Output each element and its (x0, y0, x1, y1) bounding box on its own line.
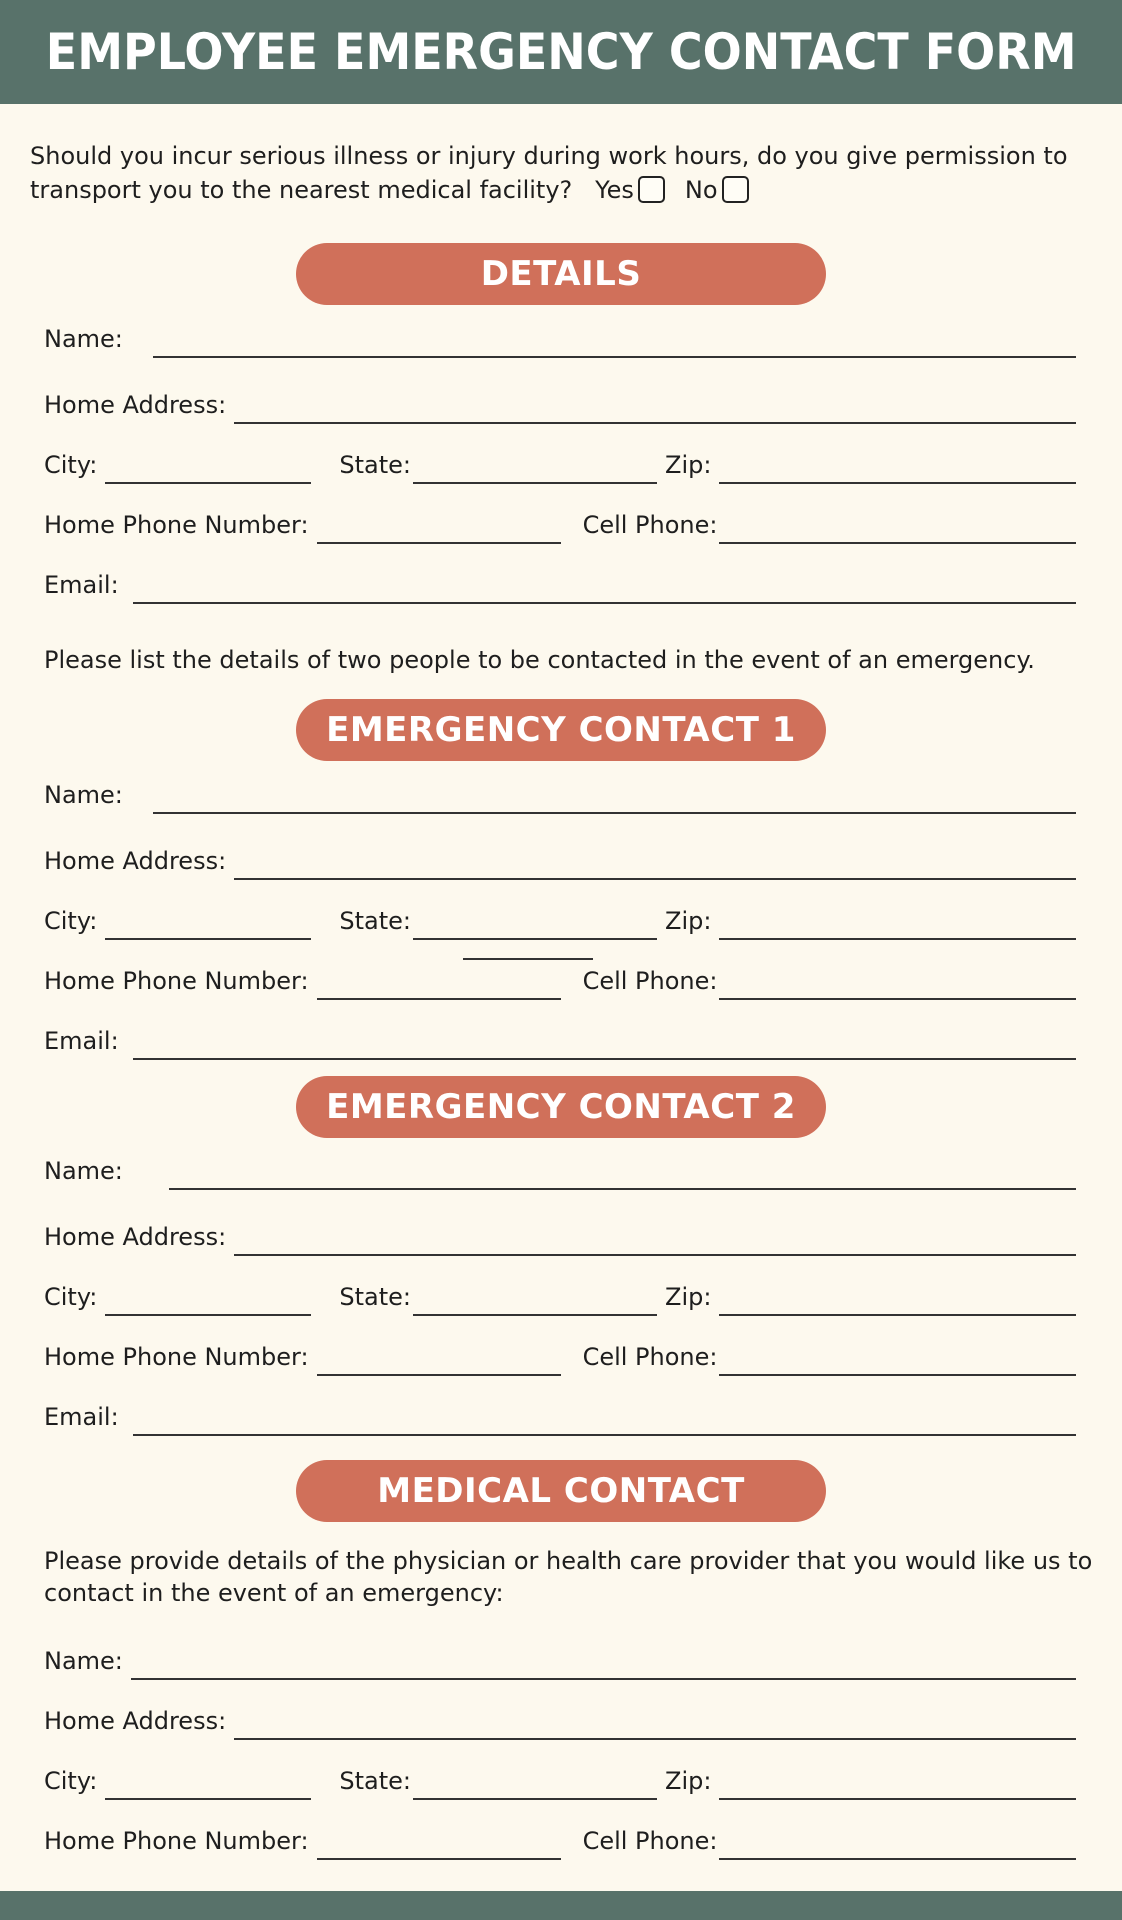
name-label: Name: (44, 1157, 123, 1185)
contact1-home-phone-field[interactable] (317, 970, 561, 1000)
medical-name-field[interactable] (131, 1650, 1076, 1680)
medical-name-row (44, 1640, 1076, 1680)
details-address-field[interactable] (234, 394, 1076, 424)
medical-phone-row (44, 1820, 1076, 1860)
section-contact1-heading: EMERGENCY CONTACT 1 (296, 699, 826, 761)
contact2-city-row (44, 1276, 1076, 1316)
contact1-city-field[interactable] (105, 910, 311, 940)
contact1-name-field[interactable] (153, 784, 1076, 814)
contact1-name-row (44, 774, 1076, 814)
section-details-heading: DETAILS (296, 243, 826, 305)
contact1-address-field[interactable] (234, 850, 1076, 880)
home-address-label: Home Address: (44, 1223, 227, 1251)
home-address-label: Home Address: (44, 1707, 227, 1735)
details-name-field[interactable] (153, 328, 1076, 358)
cell-phone-label: Cell Phone: (582, 511, 718, 539)
home-phone-label: Home Phone Number: (44, 1343, 309, 1371)
medical-state-field[interactable] (413, 1770, 657, 1800)
section-contact2-heading: EMERGENCY CONTACT 2 (296, 1076, 826, 1138)
medical-cell-phone-field[interactable] (719, 1830, 1076, 1860)
section-medical-heading: MEDICAL CONTACT (296, 1460, 826, 1522)
state-label: State: (339, 1767, 412, 1795)
contact1-zip-field[interactable] (719, 910, 1076, 940)
zip-label: Zip: (665, 451, 712, 479)
name-label: Name: (44, 1647, 123, 1675)
contact1-phone-row (44, 960, 1076, 1000)
details-home-phone-field[interactable] (317, 514, 561, 544)
two-people-note: Please list the details of two people to be contacted in the event of an emergency. (44, 646, 1035, 674)
contact2-email-field[interactable] (133, 1406, 1076, 1436)
permission-text: Should you incur serious illness or injury during work hours, do you give permission to transport you to the nearest medical facility? (30, 142, 1068, 204)
medical-zip-field[interactable] (719, 1770, 1076, 1800)
contact2-email-row (44, 1396, 1076, 1436)
email-label: Email: (44, 1403, 119, 1431)
state-label: State: (339, 1283, 412, 1311)
medical-address-field[interactable] (234, 1710, 1076, 1740)
contact1-state-field[interactable] (413, 910, 657, 940)
cell-phone-label: Cell Phone: (582, 1827, 718, 1855)
contact2-address-row (44, 1216, 1076, 1256)
zip-label: Zip: (665, 907, 712, 935)
no-label: No (684, 176, 718, 204)
form-title: EMPLOYEE EMERGENCY CONTACT FORM (45, 23, 1077, 81)
email-label: Email: (44, 571, 119, 599)
permission-question (30, 139, 1090, 207)
name-label: Name: (44, 325, 123, 353)
details-phone-row (44, 504, 1076, 544)
yes-label: Yes (595, 176, 634, 204)
contact2-name-row (44, 1150, 1076, 1190)
email-label: Email: (44, 1027, 119, 1055)
details-cell-phone-field[interactable] (719, 514, 1076, 544)
contact2-home-phone-field[interactable] (317, 1346, 561, 1376)
name-label: Name: (44, 781, 123, 809)
details-name-row (44, 318, 1076, 358)
details-city-field[interactable] (105, 454, 311, 484)
zip-label: Zip: (665, 1283, 712, 1311)
state-label: State: (339, 907, 412, 935)
home-phone-label: Home Phone Number: (44, 1827, 309, 1855)
details-email-row (44, 564, 1076, 604)
details-email-field[interactable] (133, 574, 1076, 604)
contact1-email-field[interactable] (133, 1030, 1076, 1060)
home-phone-label: Home Phone Number: (44, 967, 309, 995)
contact2-address-field[interactable] (234, 1226, 1076, 1256)
cell-phone-label: Cell Phone: (582, 1343, 718, 1371)
cell-phone-label: Cell Phone: (582, 967, 718, 995)
contact1-cell-phone-field[interactable] (719, 970, 1076, 1000)
state-label: State: (339, 451, 412, 479)
city-label: City: (44, 1767, 98, 1795)
contact2-state-field[interactable] (413, 1286, 657, 1316)
contact1-address-row (44, 840, 1076, 880)
contact1-email-row (44, 1020, 1076, 1060)
contact1-city-row (44, 900, 1076, 940)
medical-note: Please provide details of the physician or health care provider that you would like us to contact in the event of an emergency: (44, 1547, 1093, 1607)
contact2-city-field[interactable] (105, 1286, 311, 1316)
city-label: City: (44, 1283, 98, 1311)
no-checkbox[interactable] (722, 176, 749, 203)
contact2-zip-field[interactable] (719, 1286, 1076, 1316)
medical-home-phone-field[interactable] (317, 1830, 561, 1860)
details-city-row (44, 444, 1076, 484)
medical-city-row (44, 1760, 1076, 1800)
city-label: City: (44, 907, 98, 935)
details-state-field[interactable] (413, 454, 657, 484)
details-zip-field[interactable] (719, 454, 1076, 484)
details-address-row (44, 384, 1076, 424)
city-label: City: (44, 451, 98, 479)
home-address-label: Home Address: (44, 391, 227, 419)
contact2-cell-phone-field[interactable] (719, 1346, 1076, 1376)
home-address-label: Home Address: (44, 847, 227, 875)
form-header (0, 0, 1122, 104)
contact2-phone-row (44, 1336, 1076, 1376)
home-phone-label: Home Phone Number: (44, 511, 309, 539)
yes-checkbox[interactable] (638, 176, 665, 203)
medical-city-field[interactable] (105, 1770, 311, 1800)
zip-label: Zip: (665, 1767, 712, 1795)
form-footer (0, 1891, 1122, 1920)
medical-address-row (44, 1700, 1076, 1740)
contact2-name-field[interactable] (169, 1160, 1076, 1190)
